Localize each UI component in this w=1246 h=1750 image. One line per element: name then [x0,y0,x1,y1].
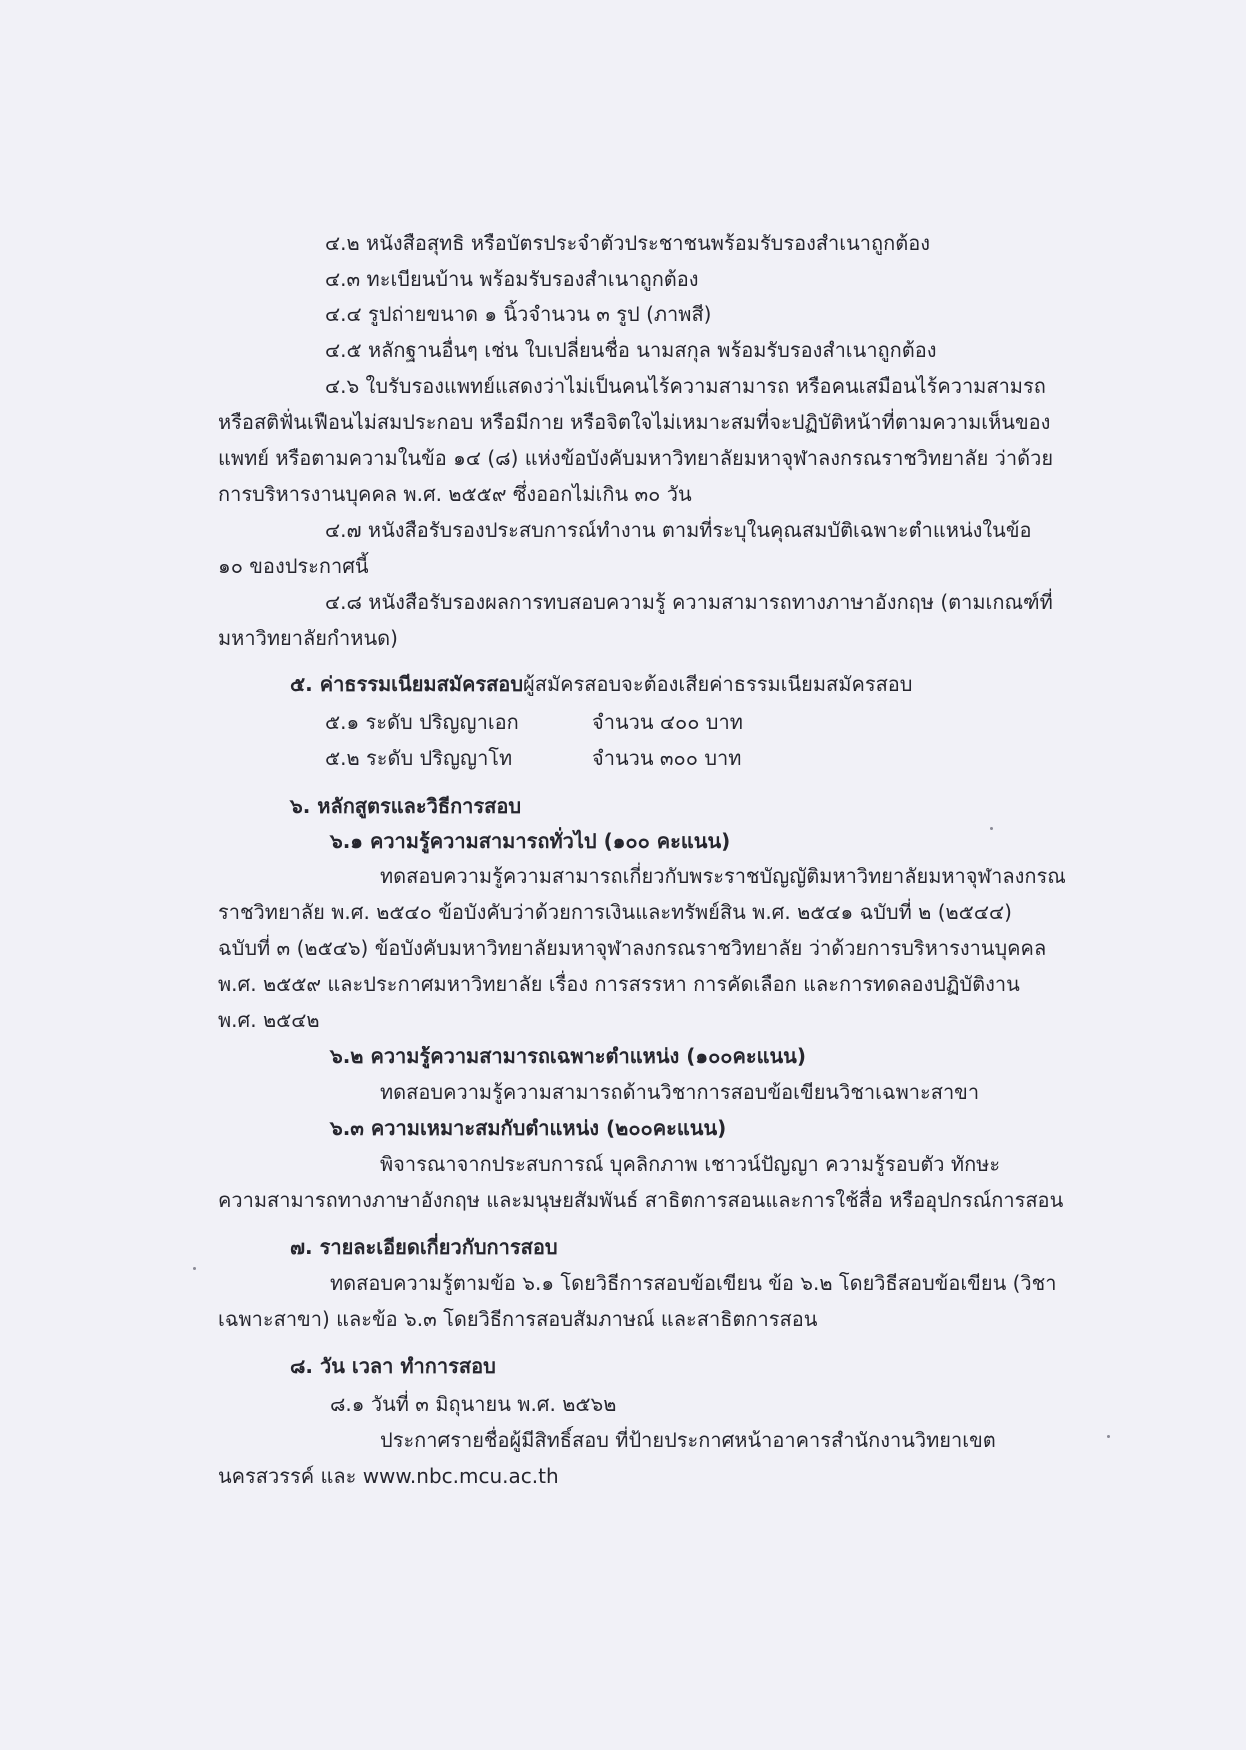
section-8-text: ประกาศรายชื่อผู้มีสิทธิ์สอบ ที่ป้ายประกาศหน้าอาคารสำนักงานวิทยาเขต [380,1428,996,1452]
item-4-6-line: ๔.๖ ใบรับรองแพทย์แสดงว่าไม่เป็นคนไร้ความสามารถ หรือคนเสมือนไร้ความสามรถ [325,374,1046,398]
item-4-6-line: การบริหารงานบุคคล พ.ศ. ๒๕๕๙ ซึ่งออกไม่เกิน ๓๐ วัน [218,482,692,506]
subsection-6-2-heading: ๖.๒ ความรู้ความสามารถเฉพาะตำแหน่ง (๑๐๐คะแนน) [330,1044,806,1068]
item-8-1: ๘.๑ วันที่ ๓ มิถุนายน พ.ศ. ๒๕๖๒ [330,1392,617,1416]
item-4-7-line: ๑๐ ของประกาศนี้ [218,554,369,578]
subsection-6-1-text: พ.ศ. ๒๕๔๒ [218,1008,320,1032]
item-4-6-line: แพทย์ หรือตามความในข้อ ๑๔ (๘) แห่งข้อบังคับมหาวิทยาลัยมหาจุฬาลงกรณราชวิทยาลัย ว่าด้วย [218,446,1054,470]
item-4-8-line: มหาวิทยาลัยกำหนด) [218,626,398,650]
section-5-heading-rest: ผู้สมัครสอบจะต้องเสียค่าธรรมเนียมสมัครสอบ [523,672,913,696]
subsection-6-1-text: ฉบับที่ ๓ (๒๕๔๖) ข้อบังคับมหาวิทยาลัยมหาจุฬาลงกรณราชวิทยาลัย ว่าด้วยการบริหารงานบุคคล [218,936,1047,960]
subsection-6-3-text: ความสามารถทางภาษาอังกฤษ และมนุษยสัมพันธ์ สาธิตการสอนและการใช้สื่อ หรืออุปกรณ์การสอน [218,1188,1064,1212]
item-4-3: ๔.๓ ทะเบียนบ้าน พร้อมรับรองสำเนาถูกต้อง [325,267,699,291]
subsection-6-1-text: ราชวิทยาลัย พ.ศ. ๒๕๔๐ ข้อบังคับว่าด้วยการเงินและทรัพย์สิน พ.ศ. ๒๕๔๑ ฉบับที่ ๒ (๒๕๔๔) [218,900,1012,924]
section-6-heading: ๖. หลักสูตรและวิธีการสอบ [290,794,522,818]
subsection-6-3-heading: ๖.๓ ความเหมาะสมกับตำแหน่ง (๒๐๐คะแนน) [330,1116,727,1140]
section-7-heading: ๗. รายละเอียดเกี่ยวกับการสอบ [290,1235,558,1259]
section-8-heading: ๘. วัน เวลา ทำการสอบ [290,1354,496,1378]
item-4-7-line: ๔.๗ หนังสือรับรองประสบการณ์ทำงาน ตามที่ระบุในคุณสมบัติเฉพาะตำแหน่งในข้อ [325,518,1032,542]
section-5-heading-bold: ๕. ค่าธรรมเนียมสมัครสอบ [290,672,524,696]
section-8-text: นครสวรรค์ และ www.nbc.mcu.ac.th [218,1464,559,1488]
section-7-text: ทดสอบความรู้ตามข้อ ๖.๑ โดยวิธีการสอบข้อเขียน ข้อ ๖.๒ โดยวิธีสอบข้อเขียน (วิชา [330,1271,1057,1295]
fee-level: ๕.๑ ระดับ ปริญญาเอก [325,710,519,734]
item-4-4: ๔.๔ รูปถ่ายขนาด ๑ นิ้วจำนวน ๓ รูป (ภาพสี) [325,302,712,326]
scan-speck [193,1267,196,1270]
item-4-2: ๔.๒ หนังสือสุทธิ หรือบัตรประจำตัวประชาชนพร้อมรับรองสำเนาถูกต้อง [325,231,931,255]
fee-level: ๕.๒ ระดับ ปริญญาโท [325,746,513,770]
item-4-5: ๔.๕ หลักฐานอื่นๆ เช่น ใบเปลี่ยนชื่อ นามสกุล พร้อมรับรองสำเนาถูกต้อง [325,338,937,362]
subsection-6-2-text: ทดสอบความรู้ความสามารถด้านวิชาการสอบข้อเขียนวิชาเฉพาะสาขา [380,1080,980,1104]
subsection-6-3-text: พิจารณาจากประสบการณ์ บุคลิกภาพ เชาวน์ปัญญา ความรู้รอบตัว ทักษะ [380,1152,1001,1176]
fee-amount: จำนวน ๔๐๐ บาท [592,710,743,734]
scan-speck [1107,1435,1110,1438]
subsection-6-1-text: ทดสอบความรู้ความสามารถเกี่ยวกับพระราชบัญญัติมหาวิทยาลัยมหาจุฬาลงกรณ [380,864,1066,888]
scan-speck [990,827,993,830]
item-4-6-line: หรือสติฟั่นเฟือนไม่สมประกอบ หรือมีกาย หรือจิตใจไม่เหมาะสมที่จะปฏิบัติหน้าที่ตามความเห็นของ [218,410,1051,434]
subsection-6-1-text: พ.ศ. ๒๕๕๙ และประกาศมหาวิทยาลัย เรื่อง การสรรหา การคัดเลือก และการทดลองปฏิบัติงาน [218,972,1020,996]
fee-amount: จำนวน ๓๐๐ บาท [592,746,742,770]
item-4-8-line: ๔.๘ หนังสือรับรองผลการทบสอบความรู้ ความสามารถทางภาษาอังกฤษ (ตามเกณฑ์ที่ [325,590,1053,614]
section-7-text: เฉพาะสาขา) และข้อ ๖.๓ โดยวิธีการสอบสัมภาษณ์ และสาธิตการสอน [218,1307,818,1331]
subsection-6-1-heading: ๖.๑ ความรู้ความสามารถทั่วไป (๑๐๐ คะแนน) [330,829,731,853]
section-5-heading [290,670,912,698]
